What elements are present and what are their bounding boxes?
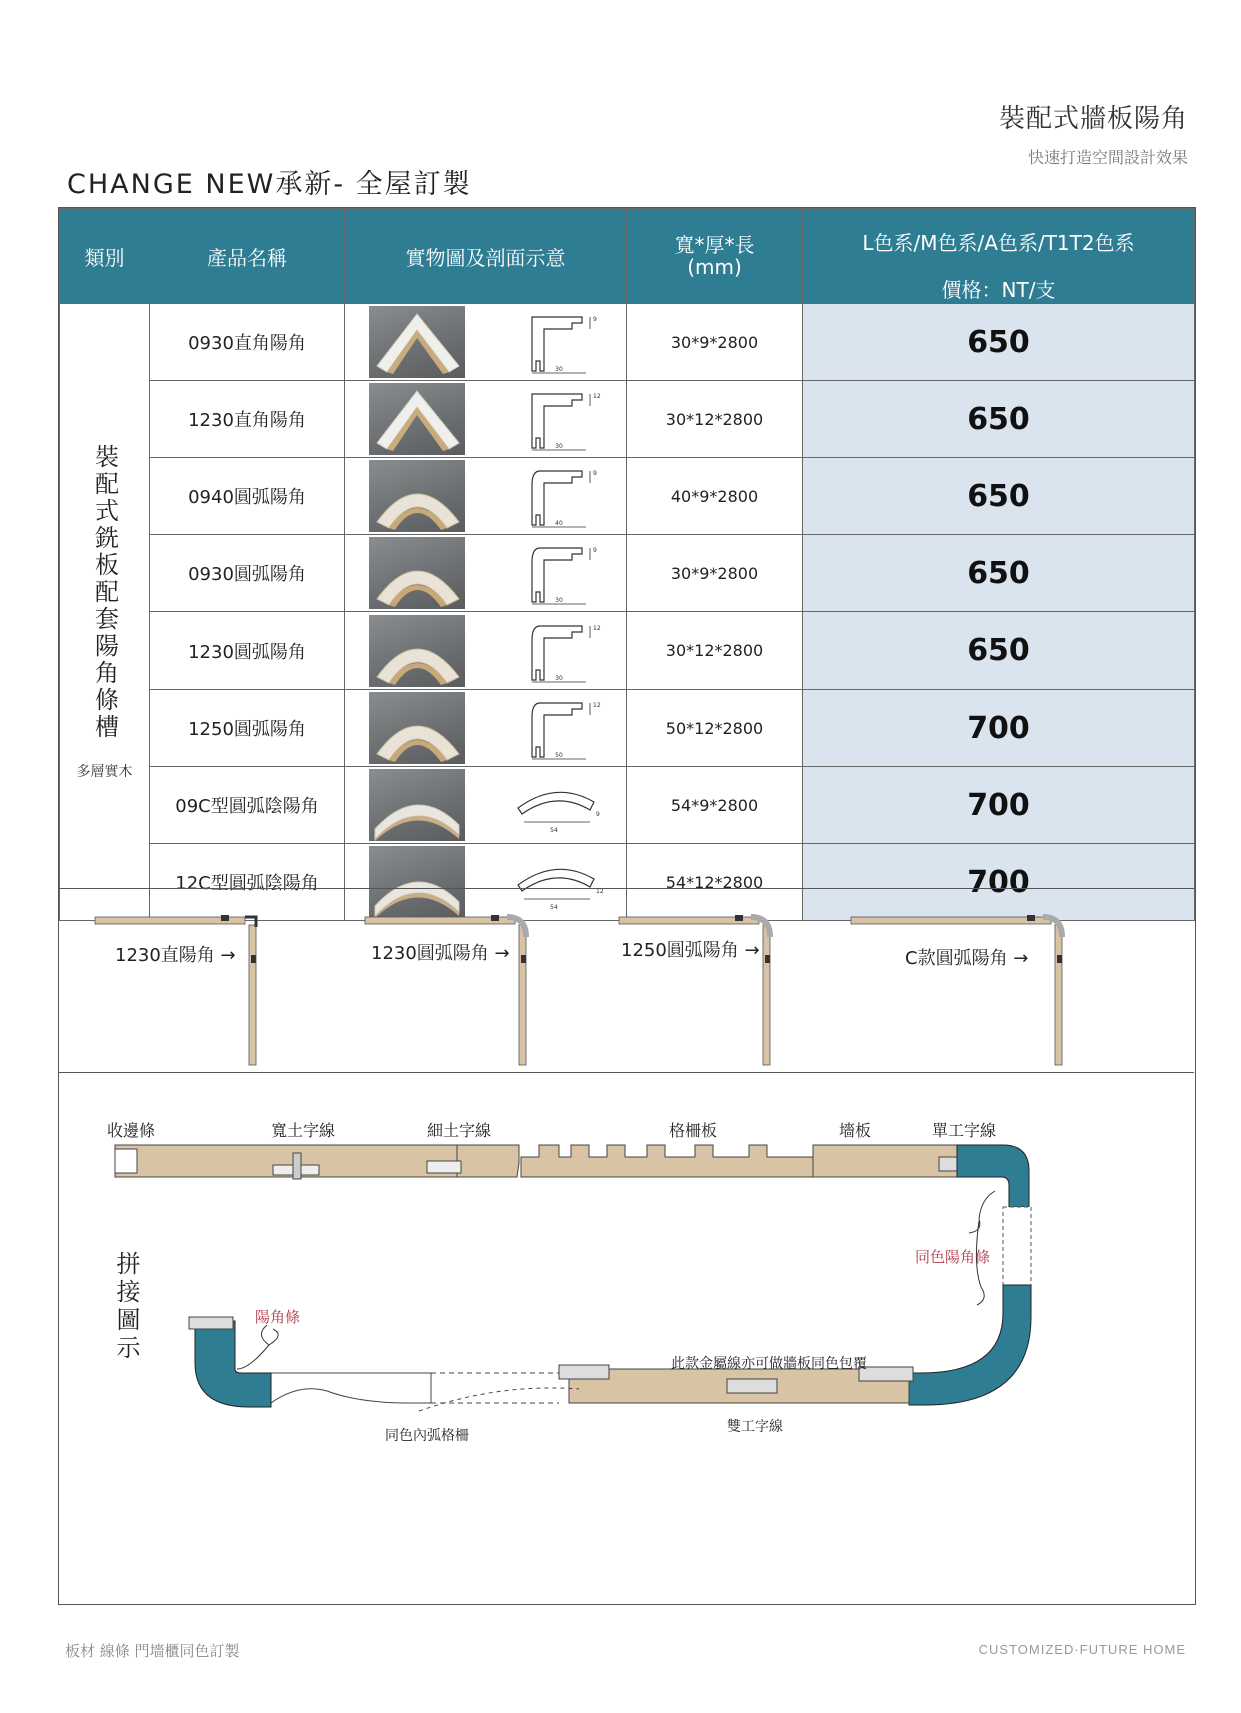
width-label: 30 xyxy=(554,443,563,450)
inner-grille-leader xyxy=(419,1388,579,1411)
corner-strip-bottom xyxy=(909,1285,1031,1405)
product-price: 650 xyxy=(803,381,1195,458)
col-header-name: 產品名稱 xyxy=(150,209,345,304)
spec-sheet xyxy=(58,207,1196,1605)
product-name: 1230直角陽角 xyxy=(150,381,345,458)
cross-section-diagram xyxy=(510,540,602,606)
double-i-connector-right xyxy=(859,1367,913,1381)
example-label: 1230圓弧陽角 → xyxy=(371,943,510,964)
vertical-panel xyxy=(763,925,770,1065)
product-price: 650 xyxy=(803,535,1195,612)
cross-section-diagram xyxy=(510,772,602,838)
label-thin: 細土字線 xyxy=(427,1121,492,1140)
spec-table xyxy=(59,208,1195,921)
category-cell xyxy=(60,304,150,921)
photo-drawing xyxy=(369,537,465,609)
trim-shape xyxy=(377,314,459,372)
image-wrap xyxy=(347,383,624,455)
width-label: 54 xyxy=(549,904,558,911)
image-wrap xyxy=(347,537,624,609)
corner-profile xyxy=(532,703,582,757)
examples-drawing xyxy=(59,889,1194,1074)
trim-shape xyxy=(377,391,459,449)
product-image-cell xyxy=(345,612,627,690)
category-subtitle: 多層實木 xyxy=(76,763,133,780)
example-figure xyxy=(95,915,256,1065)
corner-joint xyxy=(507,917,526,937)
grille-panel xyxy=(521,1145,813,1177)
thickness-label: 9 xyxy=(592,470,597,477)
product-photo xyxy=(369,460,465,532)
width-label: 40 xyxy=(554,520,563,527)
connector xyxy=(1027,915,1035,921)
photo-drawing xyxy=(369,460,465,532)
wall-panel-right xyxy=(813,1145,957,1177)
corner-profile xyxy=(532,394,582,448)
image-wrap xyxy=(347,615,624,687)
product-row xyxy=(60,612,1195,690)
col-header-image: 實物圖及剖面示意 xyxy=(345,209,627,304)
cross-section-diagram xyxy=(510,463,602,529)
thickness-label: 12 xyxy=(592,393,601,400)
corner-profile xyxy=(532,626,582,680)
product-price: 650 xyxy=(803,612,1195,690)
splice-drawing xyxy=(59,1073,1194,1603)
connector xyxy=(765,955,770,963)
corner-joint xyxy=(751,917,770,937)
product-name: 0930圓弧陽角 xyxy=(150,535,345,612)
page-subtitle: 快速打造空間設計效果 xyxy=(1027,148,1188,167)
image-wrap xyxy=(347,692,624,764)
inner-arc-grille xyxy=(271,1373,431,1403)
image-wrap xyxy=(347,460,624,532)
dims-label: 寬*厚*長 xyxy=(674,233,755,257)
thickness-label: 12 xyxy=(592,624,601,632)
example-label: 1230直陽角 → xyxy=(115,945,236,966)
product-photo xyxy=(369,692,465,764)
product-name: 1250圓弧陽角 xyxy=(150,690,345,767)
corner-profile xyxy=(532,548,582,602)
product-dims: 30*9*2800 xyxy=(627,304,803,381)
arc-profile xyxy=(518,792,594,814)
double-i-connector-mid xyxy=(727,1379,777,1393)
corner-profile xyxy=(532,317,582,371)
label-wall: 墻板 xyxy=(839,1121,872,1140)
product-dims: 40*9*2800 xyxy=(627,458,803,535)
label-grille: 格柵板 xyxy=(669,1121,718,1140)
product-price: 650 xyxy=(803,458,1195,535)
product-dims: 54*12*2800 xyxy=(627,844,803,921)
product-image-cell xyxy=(345,767,627,844)
corner-strip-top xyxy=(957,1145,1029,1207)
product-photo xyxy=(369,383,465,455)
product-price: 650 xyxy=(803,304,1195,381)
example-label: 1250圓弧陽角 → xyxy=(621,940,760,961)
product-row xyxy=(60,535,1195,612)
dims-unit: (mm) xyxy=(687,255,742,279)
image-wrap xyxy=(347,306,624,378)
cross-section-diagram xyxy=(510,309,602,375)
photo-drawing xyxy=(369,615,465,687)
connector xyxy=(521,955,526,963)
connector xyxy=(1057,955,1062,963)
vertical-panel xyxy=(249,925,256,1065)
product-price: 700 xyxy=(803,690,1195,767)
vertical-panel xyxy=(519,925,526,1065)
label-metal-note: 此款金屬線亦可做牆板同色包覆 xyxy=(671,1356,867,1372)
edge-cap xyxy=(189,1317,233,1329)
horizontal-panel xyxy=(851,917,1051,924)
photo-drawing xyxy=(369,692,465,764)
photo-drawing xyxy=(369,383,465,455)
label-same-color-corner: 同色陽角條 xyxy=(915,1248,991,1266)
label-inner-grille: 同色內弧格柵 xyxy=(385,1428,469,1444)
label-corner-strip: 陽角條 xyxy=(255,1308,301,1326)
product-row xyxy=(60,458,1195,535)
product-image-cell xyxy=(345,690,627,767)
example-label: C款圓弧陽角 → xyxy=(905,948,1029,969)
thickness-label: 12 xyxy=(592,702,601,709)
product-name: 12C型圓弧陰陽角 xyxy=(150,844,345,921)
photo-drawing xyxy=(369,306,465,378)
example-figure xyxy=(365,915,526,1065)
category-title: 裝配式銑板配套陽角條槽 xyxy=(90,443,119,741)
connector xyxy=(491,915,499,921)
width-label: 30 xyxy=(554,366,563,373)
image-wrap xyxy=(347,769,624,841)
product-photo xyxy=(369,537,465,609)
product-image-cell xyxy=(345,381,627,458)
thickness-label: 9 xyxy=(592,547,597,554)
label-double: 雙工字線 xyxy=(727,1419,783,1435)
product-image-cell xyxy=(345,535,627,612)
label-single: 單工字線 xyxy=(932,1121,997,1140)
product-row xyxy=(60,381,1195,458)
edge-strip xyxy=(115,1149,137,1173)
product-row xyxy=(60,304,1195,381)
corner-profile xyxy=(532,471,582,525)
product-name: 09C型圓弧陰陽角 xyxy=(150,767,345,844)
footer-right: CUSTOMIZED·FUTURE HOME xyxy=(978,1642,1186,1657)
product-name: 0930直角陽角 xyxy=(150,304,345,381)
width-label: 50 xyxy=(554,752,563,759)
installation-examples xyxy=(59,888,1194,1073)
thickness-label: 9 xyxy=(595,811,600,818)
product-image-cell xyxy=(345,458,627,535)
col-header-price-group: L色系/M色系/A色系/T1T2色系 xyxy=(803,209,1195,274)
product-name: 1230圓弧陽角 xyxy=(150,612,345,690)
product-name: 0940圓弧陽角 xyxy=(150,458,345,535)
col-header-category: 類別 xyxy=(60,209,150,304)
label-wide: 寬土字線 xyxy=(271,1121,336,1140)
product-dims: 54*9*2800 xyxy=(627,767,803,844)
category-wrap xyxy=(60,444,149,781)
page-title: 裝配式牆板陽角 xyxy=(998,104,1188,134)
trim-shape xyxy=(375,805,459,839)
product-dims: 30*12*2800 xyxy=(627,612,803,690)
leader-line-left xyxy=(237,1325,278,1369)
splice-title: 拼接圖示 xyxy=(112,1251,140,1363)
corner-joint xyxy=(1043,917,1062,937)
photo-drawing xyxy=(369,769,465,841)
label-edge: 收邊條 xyxy=(107,1121,156,1140)
connector xyxy=(735,915,743,921)
product-photo xyxy=(369,306,465,378)
splice-diagram xyxy=(59,1073,1194,1603)
width-label: 30 xyxy=(554,674,563,682)
product-dims: 30*9*2800 xyxy=(627,535,803,612)
double-i-connector-left xyxy=(559,1365,609,1379)
cross-section-diagram xyxy=(510,695,602,761)
product-image-cell xyxy=(345,304,627,381)
width-label: 30 xyxy=(554,597,563,604)
corner-strip-left xyxy=(195,1321,271,1407)
product-photo xyxy=(369,769,465,841)
product-dims: 50*12*2800 xyxy=(627,690,803,767)
connector xyxy=(221,915,229,921)
product-price: 700 xyxy=(803,767,1195,844)
brand-title: CHANGE NEW承新- 全屋訂製 xyxy=(67,169,472,200)
connector xyxy=(251,955,256,963)
wall-panel-mid xyxy=(457,1145,519,1177)
thin-t-connector xyxy=(427,1161,461,1173)
header-right xyxy=(999,98,1188,168)
cross-section-diagram xyxy=(510,618,602,684)
product-dims: 30*12*2800 xyxy=(627,381,803,458)
footer-left: 板材 線條 門墻櫃同色訂製 xyxy=(65,1642,240,1660)
col-header-dims xyxy=(627,209,803,304)
width-label: 54 xyxy=(549,827,558,834)
cross-section-diagram xyxy=(510,386,602,452)
product-row xyxy=(60,767,1195,844)
hidden-joint xyxy=(1003,1207,1031,1285)
thickness-label: 12 xyxy=(595,888,604,895)
product-photo xyxy=(369,615,465,687)
product-row xyxy=(60,690,1195,767)
wide-t-stem xyxy=(293,1153,301,1179)
example-figure xyxy=(851,915,1062,1065)
col-header-price-unit: 價格：NT/支 xyxy=(803,274,1195,304)
thickness-label: 9 xyxy=(592,316,597,323)
product-price: 700 xyxy=(803,844,1195,921)
vertical-panel xyxy=(1055,925,1062,1065)
